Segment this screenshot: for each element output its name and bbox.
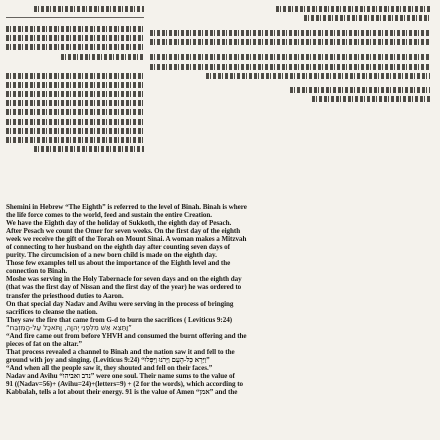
hebrew-line	[6, 91, 144, 97]
hebrew-line	[276, 6, 430, 12]
hebrew-line	[304, 15, 430, 21]
text-line: ground with joy and singing. (Leviticus 9:24) “וַיַּרְא כָּל-הָעָם וַיָּרֹנּוּ וַיִּפְּלוּ”	[6, 355, 210, 364]
header-rule	[6, 17, 144, 18]
hebrew-line	[290, 87, 430, 93]
hebrew-line	[206, 73, 430, 79]
text-line: Those few examples tell us about the importance of the Eighth level and the	[6, 259, 231, 268]
hebrew-line	[6, 73, 144, 79]
text-line: purity. The circumcision of a new born child is made on the eighth day.	[6, 251, 217, 260]
text-line: the life force comes to the world, feed and sustain the entire Creation.	[6, 211, 213, 220]
hebrew-line	[34, 146, 144, 152]
hebrew-line	[6, 137, 144, 143]
text-line: of connecting to her husband on the eighth day after counting seven days of	[6, 243, 230, 252]
hebrew-line	[61, 54, 144, 60]
text-line: Shemini in Hebrew “The Eighth” is referred to the level of Binah. Binah is where	[6, 203, 247, 211]
hebrew-line	[6, 44, 144, 50]
hebrew-line	[150, 39, 430, 45]
text-line: week we receive the gift of the Torah on Mount Sinai. A woman makes a Mitzvah	[6, 235, 247, 244]
hebrew-line	[150, 30, 430, 36]
text-line: (that was the first day of Nissan and the first day of the year) he was ordered to	[6, 283, 242, 292]
hebrew-line	[6, 109, 144, 115]
text-line: On that special day Nadav and Avihu were serving in the process of bringing	[6, 299, 234, 308]
hebrew-line	[150, 64, 430, 70]
hebrew-quote-line: “וַתֵּצֵא אֵשׁ מִלִּפְנֵי יְהוָה, וַתֹּאכַל עַל-הַמִּזְבֵּח”	[6, 322, 132, 332]
text-line: “And fire came out from before YHVH and consumed the burnt offering and the	[6, 331, 247, 340]
hebrew-line	[6, 26, 144, 32]
hebrew-line	[6, 82, 144, 88]
text-line: connection to Binah.	[6, 267, 68, 276]
hebrew-text-left-column	[6, 6, 144, 155]
text-line: 91 ((Nadav=56)+ (Avihu=24)+(letters=9) + (2 for the words), which according to	[6, 380, 244, 389]
text-line: Moshe was serving in the Holy Tabernacle for seven days and on the eighth day	[6, 275, 242, 284]
hebrew-line	[150, 54, 430, 60]
text-line: We have the Eighth day of the holiday of Sukkoth, the eighth day of Pesach.	[6, 219, 232, 228]
text-line: sacrifices to cleanse the nation.	[6, 307, 98, 316]
hebrew-text-right-column	[150, 6, 430, 105]
hebrew-line	[6, 35, 144, 41]
hebrew-line	[6, 119, 144, 125]
text-line: “And when all the people saw it, they shouted and fell on their faces.”	[6, 363, 213, 372]
hebrew-line	[6, 128, 144, 134]
text-line: Kabbalah, tells a lot about their energy. 91 is the value of Amen “אמן” and the	[6, 388, 238, 397]
text-line: They saw the fire that came from G-d to burn the sacrifices ( Leviticus 9:24)	[6, 315, 233, 324]
text-line: That process revealed a channel to Binah and the nation saw it and fell to the	[6, 347, 235, 356]
hebrew-line	[6, 100, 144, 106]
hebrew-line	[34, 6, 144, 12]
english-text-body	[6, 203, 432, 396]
text-line: transfer the priesthood duties to Aaron.	[6, 291, 124, 300]
hebrew-line	[312, 96, 430, 102]
text-line: Nadav and Avihu “נדב ואביהו” were one soul. Their name sums to the value of	[6, 371, 235, 380]
text-line: After Pesach we count the Omer for seven weeks. On the first day of the eighth	[6, 227, 241, 236]
text-line: pieces of fat on the altar.”	[6, 339, 82, 348]
